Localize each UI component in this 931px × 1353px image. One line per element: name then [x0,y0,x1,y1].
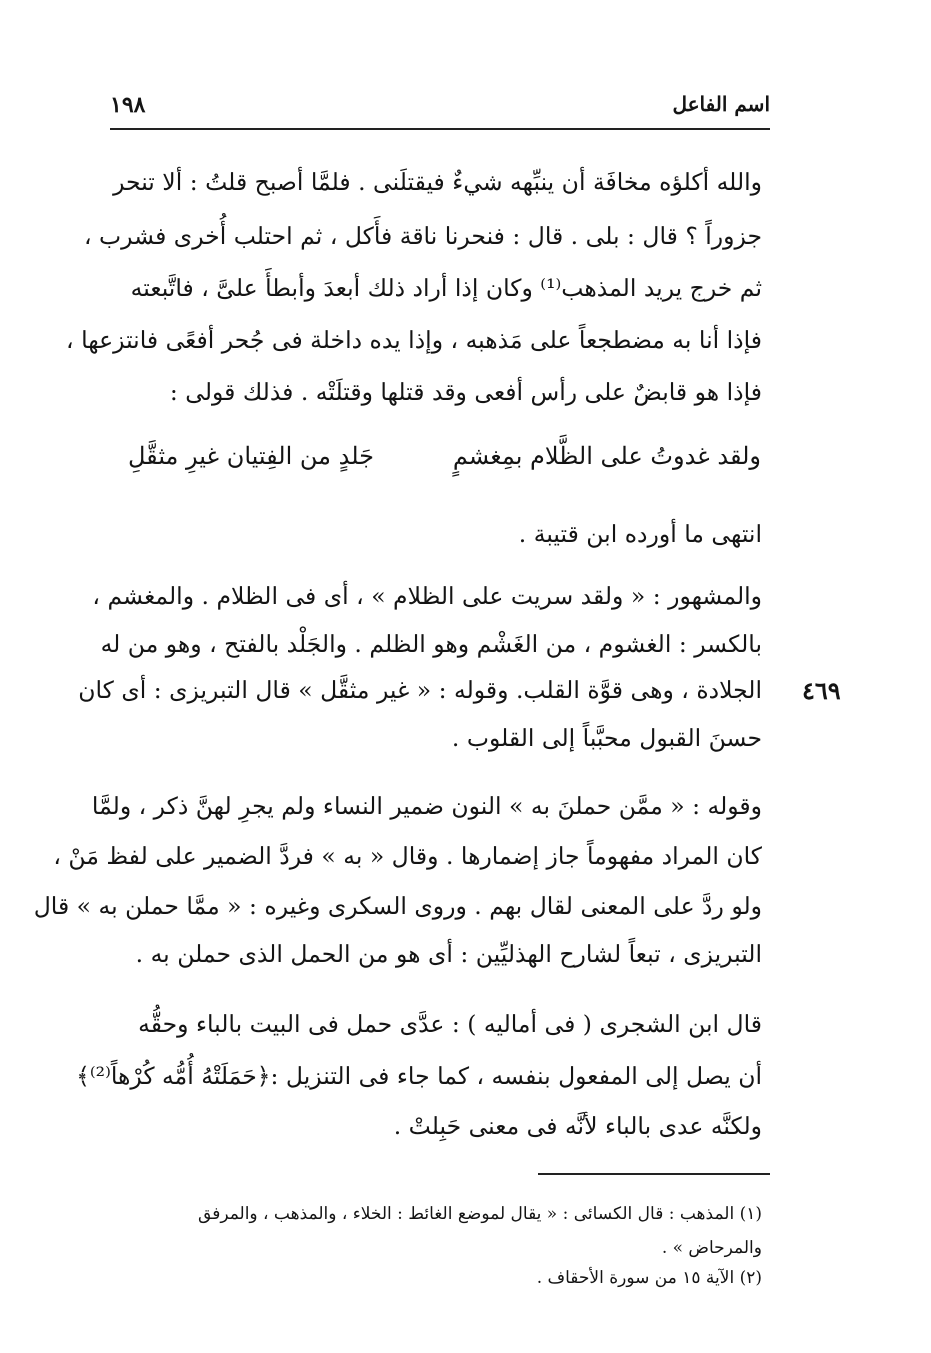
header-rule [110,128,770,130]
text-line: ولو ردَّ على المعنى لقال بهم . وروى السكرى وغيره : « ممَّا حملن به » قال [33,892,762,920]
running-title: اسم الفاعل [672,92,770,116]
footnote-line: (٢) الآية ١٥ من سورة الأحقاف . [536,1268,762,1288]
text-line: والله أكلؤه مخافَة أن ينبِّهه شيءٌ فيقتلَنى . فلمَّا أصبح قلتُ : ألا تنحر [113,168,762,196]
text-line: التبريزى ، تبعاً لشارح الهذليِّين : أى هو من الحمل الذى حملن به . [135,940,762,968]
text-line: انتهى ما أورده ابن قتيبة . [518,520,762,548]
text-line: فإذا أنا به مضطجعاً على مَذهبه ، وإذا يده داخلة فى جُحر أفعًى فانتزعها ، [66,326,762,354]
footnote-line: والمرحاض » . [661,1238,762,1258]
text-line: ولكنَّه عدى بالباء لأنَّه فى معنى حَبِلتْ . [393,1112,762,1140]
page-header [110,92,770,128]
text-line: كان المراد مفهوماً جاز إضمارها . وقال « به » فردَّ الضمير على لفظ مَنْ ، [53,842,762,870]
text-line: جزوراً ؟ قال : بلى . قال : فنحرنا ناقة فأَكل ، ثم احتلب أُخرى فشرب ، [84,222,762,250]
text-line: بالكسر : الغشوم ، من الغَشْم وهو الظلم . والجَلْد بالفتح ، وهو من له [100,630,762,658]
text-line: أن يصل إلى المفعول بنفسه ، كما جاء فى التنزيل :﴿حَمَلَتْهُ أُمُّه كُرْهاً⁽²⁾﴾ [76,1062,762,1090]
text-line: فإذا هو قابضٌ على رأس أفعى وقد قتلها وقتلَتْه . فذلك قولى : [169,378,762,406]
footnote-line: (١) المذهب : قال الكسائى : « يقال لموضع الغائط : الخلاء ، والمذهب ، والمرفق [198,1204,762,1224]
text-line: ثم خرج يريد المذهب⁽¹⁾ وكان إذا أراد ذلك أبعدَ وأبطأَ علىَّ ، فاتَّبعته [130,274,762,302]
verse-second-hemistich: جَلدٍ من الفِتيان غيرِ مثقَّلِ [128,442,375,470]
footnote-rule [538,1173,770,1175]
text-line: حسنَ القبول محبَّباً إلى القلوب . [451,724,762,752]
text-line: الجلادة ، وهى قوَّة القلب. وقوله : « غير مثقَّل » قال التبريزى : أى كان [78,676,762,704]
text-line: والمشهور : « ولقد سريت على الظلام » ، أى فى الظلام . والمغشم ، [92,582,762,610]
text-line: وقوله : « ممَّن حملنَ به » النون ضمير النساء ولم يجرِ لهنَّ ذكر ، ولمَّا [91,792,762,820]
verse-first-hemistich: ولقد غدوتُ على الظَّلام بمِغشمٍ [452,442,761,470]
margin-number: ٤٦٩ [802,676,841,705]
page-number: ١٩٨ [110,92,146,118]
text-line: قال ابن الشجرى ( فى أماليه ) : عدَّى حمل فى البيت بالباء وحقُّه [138,1010,762,1038]
